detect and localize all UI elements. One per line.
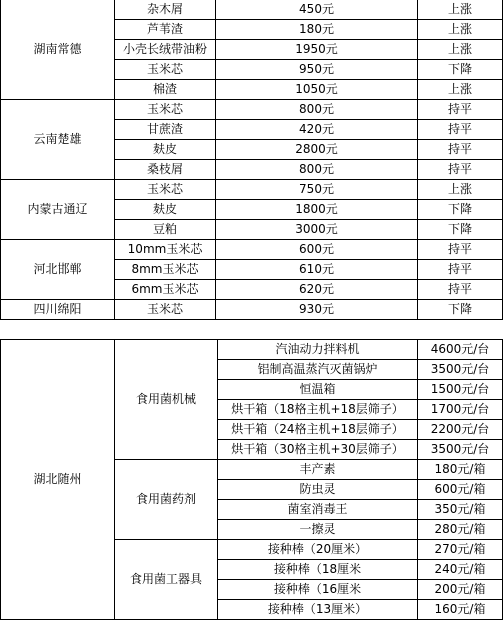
item-cell: 麸皮	[115, 140, 216, 160]
trend-cell: 持平	[418, 160, 503, 180]
trend-cell: 上涨	[418, 80, 503, 100]
region-cell: 河北邯郸	[1, 240, 115, 300]
item-cell: 恒温箱	[218, 380, 418, 400]
item-cell: 菌室消毒王	[218, 500, 418, 520]
price-cell: 950元	[216, 60, 418, 80]
trend-cell: 持平	[418, 280, 503, 300]
region-cell: 湖南常德	[1, 0, 115, 100]
item-cell: 豆粕	[115, 220, 216, 240]
item-cell: 麸皮	[115, 200, 216, 220]
price-cell: 450元	[216, 0, 418, 20]
price-cell: 350元/箱	[418, 500, 503, 520]
price-cell: 160元/箱	[418, 600, 503, 620]
trend-cell: 下降	[418, 200, 503, 220]
table-row	[1, 100, 503, 120]
region-cell: 四川绵阳	[1, 300, 115, 320]
price-cell: 420元	[216, 120, 418, 140]
item-cell: 烘干箱（18格主机+18层筛子）	[218, 400, 418, 420]
region-cell: 云南楚雄	[1, 100, 115, 180]
trend-cell: 上涨	[418, 180, 503, 200]
table-row	[1, 0, 503, 20]
item-cell: 铝制高温蒸汽灭菌锅炉	[218, 360, 418, 380]
price-cell: 800元	[216, 100, 418, 120]
trend-cell: 上涨	[418, 40, 503, 60]
price-cell: 2800元	[216, 140, 418, 160]
category-cell: 食用菌工器具	[115, 540, 218, 620]
item-cell: 汽油动力拌料机	[218, 340, 418, 360]
table-row	[1, 240, 503, 260]
price-cell: 4600元/台	[418, 340, 503, 360]
item-cell: 芦苇渣	[115, 20, 216, 40]
trend-cell: 持平	[418, 100, 503, 120]
price-cell: 1050元	[216, 80, 418, 100]
trend-cell: 下降	[418, 300, 503, 320]
item-cell: 桑枝屑	[115, 160, 216, 180]
trend-cell: 上涨	[418, 20, 503, 40]
item-cell: 丰产素	[218, 460, 418, 480]
price-cell: 800元	[216, 160, 418, 180]
equipment-price-table	[0, 339, 503, 620]
item-cell: 一擦灵	[218, 520, 418, 540]
price-cell: 280元/箱	[418, 520, 503, 540]
category-cell: 食用菌机械	[115, 340, 218, 460]
item-cell: 接种棒（13厘米）	[218, 600, 418, 620]
price-cell: 1800元	[216, 200, 418, 220]
price-cell: 270元/箱	[418, 540, 503, 560]
item-cell: 玉米芯	[115, 300, 216, 320]
price-cell: 2200元/台	[418, 420, 503, 440]
price-cell: 620元	[216, 280, 418, 300]
item-cell: 甘蔗渣	[115, 120, 216, 140]
item-cell: 棉渣	[115, 80, 216, 100]
trend-cell: 上涨	[418, 0, 503, 20]
item-cell: 杂木屑	[115, 0, 216, 20]
item-cell: 玉米芯	[115, 60, 216, 80]
price-cell: 610元	[216, 260, 418, 280]
price-cell: 3000元	[216, 220, 418, 240]
trend-cell: 持平	[418, 260, 503, 280]
trend-cell: 持平	[418, 140, 503, 160]
trend-cell: 下降	[418, 220, 503, 240]
item-cell: 8mm玉米芯	[115, 260, 216, 280]
trend-cell: 持平	[418, 240, 503, 260]
table-row	[1, 300, 503, 320]
item-cell: 烘干箱（24格主机+18层筛子）	[218, 420, 418, 440]
item-cell: 6mm玉米芯	[115, 280, 216, 300]
price-cell: 180元	[216, 20, 418, 40]
trend-cell: 持平	[418, 120, 503, 140]
price-cell: 750元	[216, 180, 418, 200]
price-cell: 240元/箱	[418, 560, 503, 580]
price-cell: 3500元/台	[418, 360, 503, 380]
item-cell: 小壳长绒带油粉	[115, 40, 216, 60]
table-gap	[0, 320, 503, 339]
price-cell: 200元/箱	[418, 580, 503, 600]
price-cell: 1950元	[216, 40, 418, 60]
category-cell: 食用菌药剂	[115, 460, 218, 540]
item-cell: 防虫灵	[218, 480, 418, 500]
price-cell: 180元/箱	[418, 460, 503, 480]
trend-cell: 下降	[418, 60, 503, 80]
price-cell: 1700元/台	[418, 400, 503, 420]
item-cell: 10mm玉米芯	[115, 240, 216, 260]
price-cell: 600元/箱	[418, 480, 503, 500]
item-cell: 接种棒（20厘米）	[218, 540, 418, 560]
price-cell: 3500元/台	[418, 440, 503, 460]
item-cell: 烘干箱（30格主机+30层筛子）	[218, 440, 418, 460]
item-cell: 接种棒（16厘米	[218, 580, 418, 600]
price-cell: 600元	[216, 240, 418, 260]
item-cell: 接种棒（18厘米	[218, 560, 418, 580]
region-cell: 湖北随州	[1, 340, 115, 620]
price-cell: 1500元/台	[418, 380, 503, 400]
item-cell: 玉米芯	[115, 100, 216, 120]
price-cell: 930元	[216, 300, 418, 320]
region-cell: 内蒙古通辽	[1, 180, 115, 240]
item-cell: 玉米芯	[115, 180, 216, 200]
table-row	[1, 180, 503, 200]
table-row	[1, 340, 503, 360]
